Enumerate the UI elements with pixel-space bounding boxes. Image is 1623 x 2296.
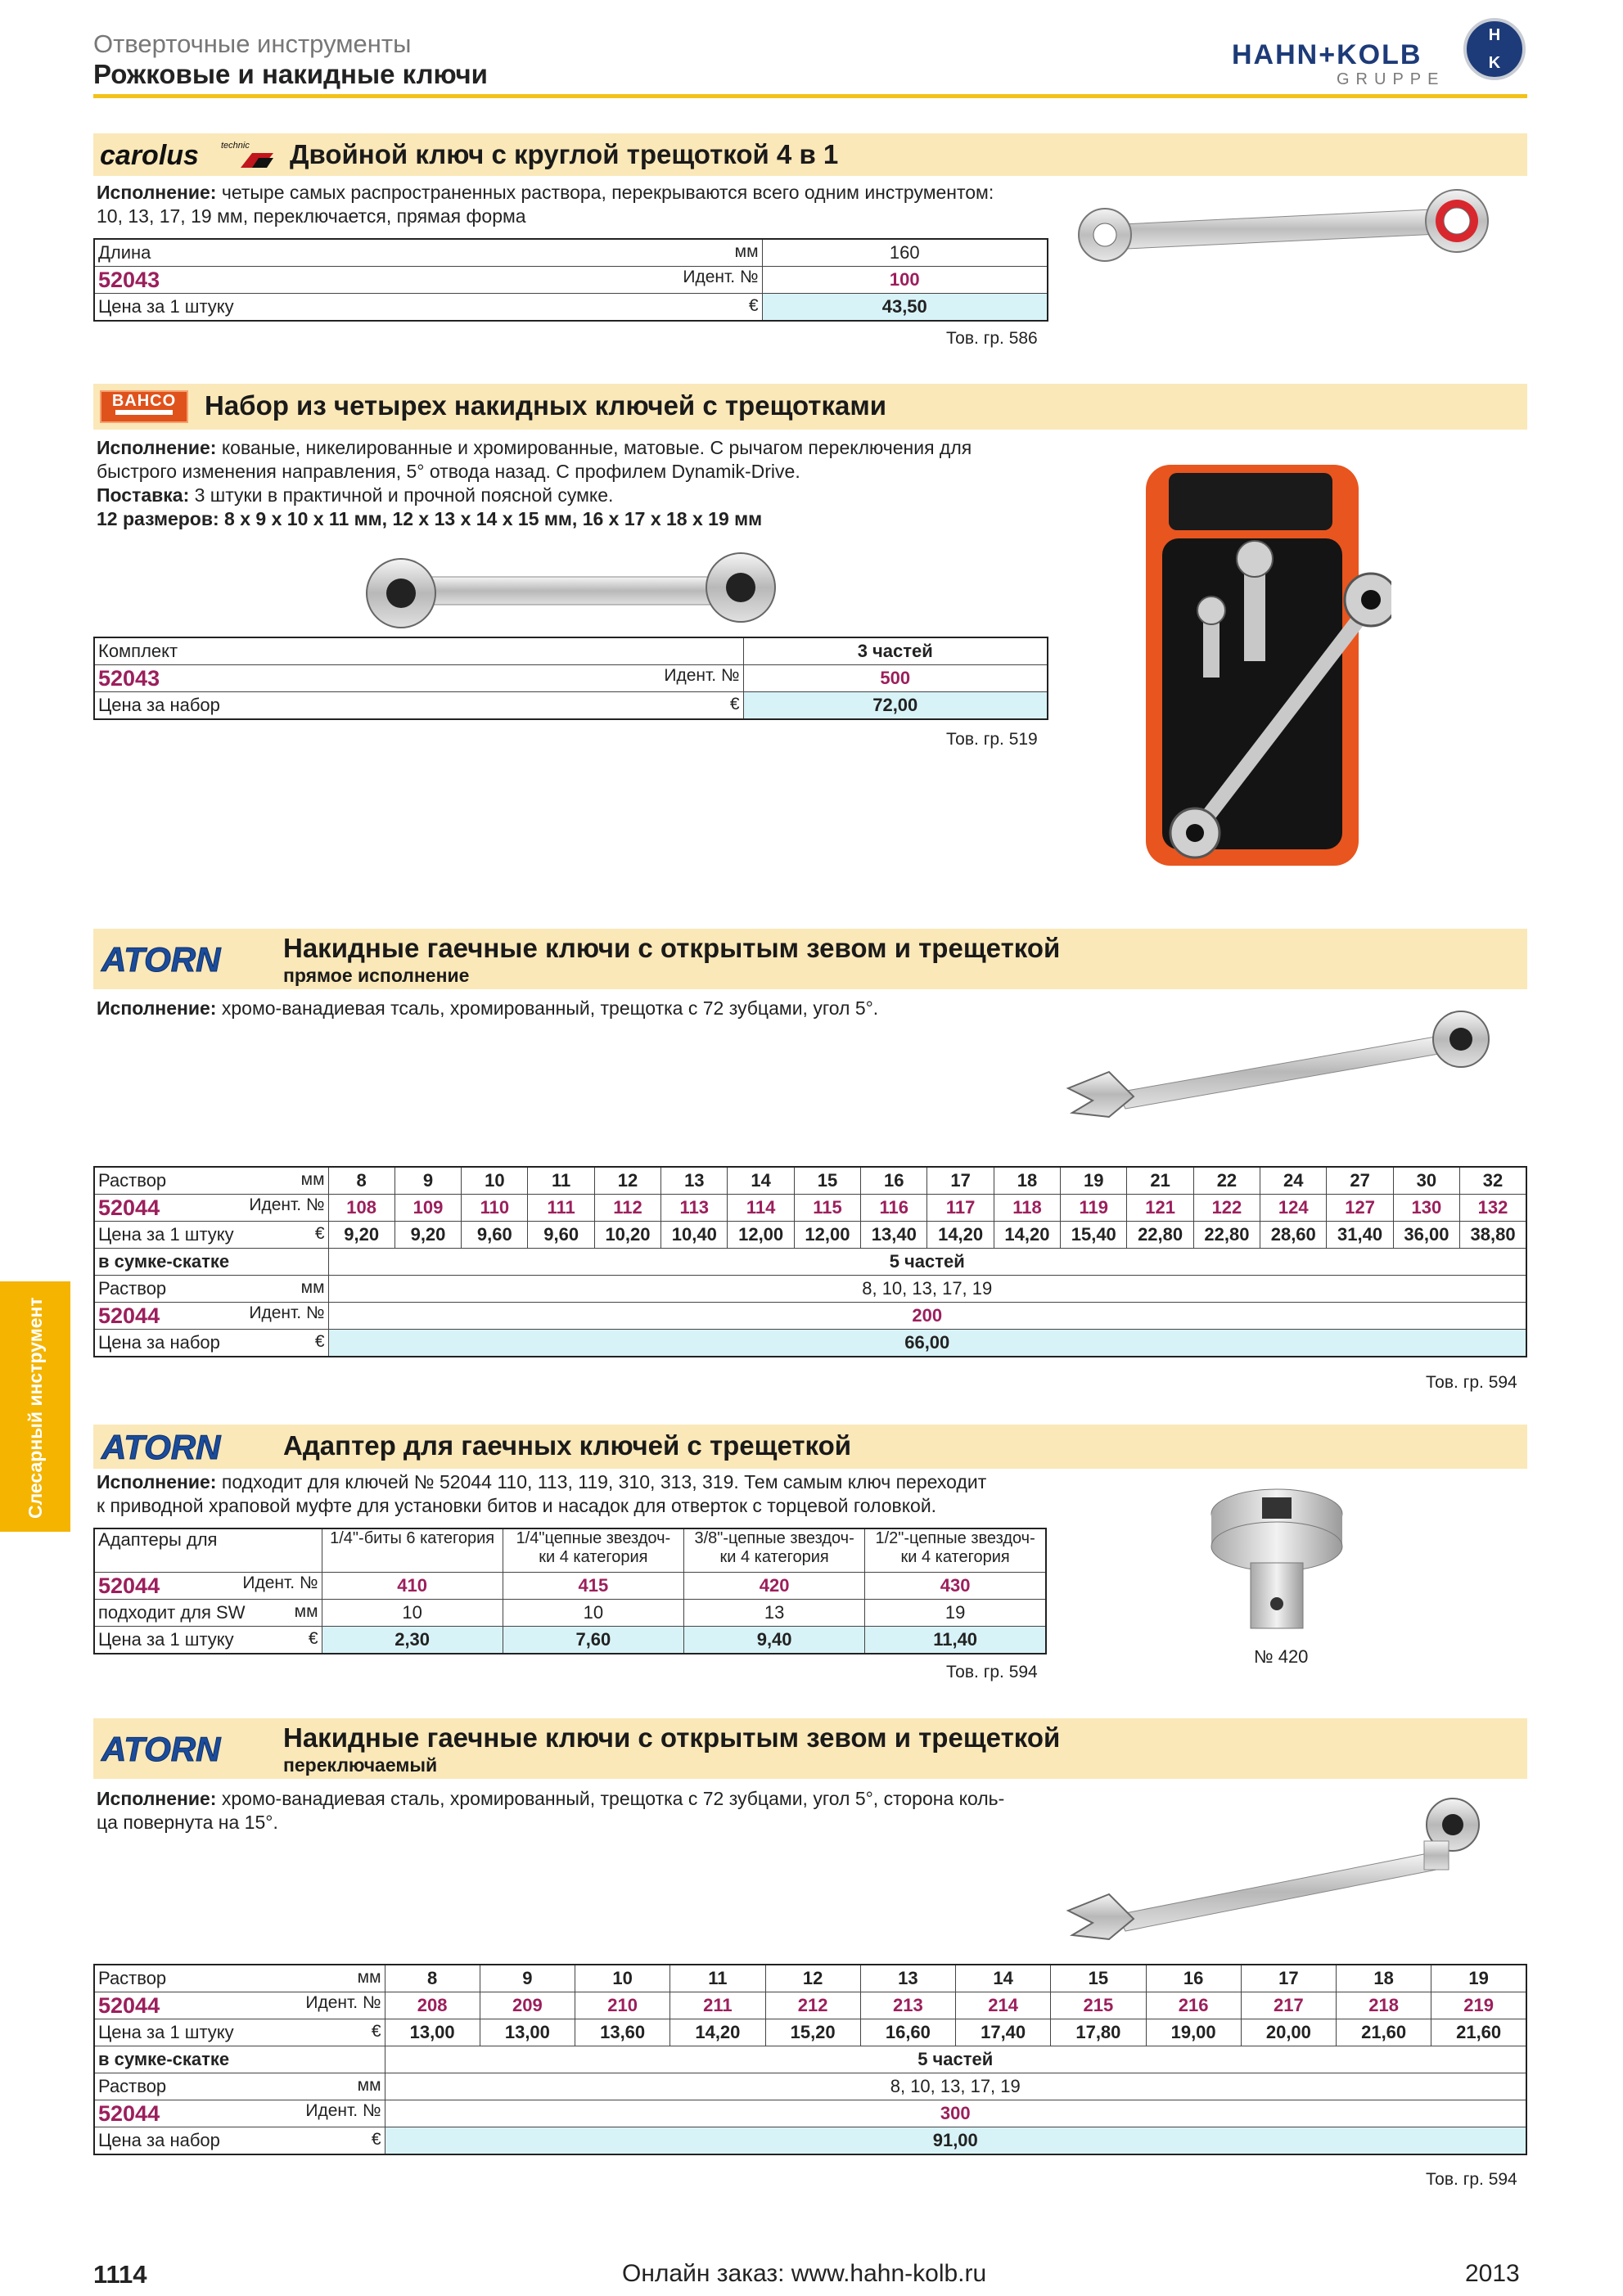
size-cell: 12 xyxy=(765,1965,860,1992)
size-row xyxy=(94,1167,1526,1195)
section4-desc-line1: подходит для ключей № 52044 110, 113, 119, 310, 313, 319. Тем самым ключ переходит xyxy=(216,1471,987,1492)
price-cell: 10,20 xyxy=(594,1222,660,1249)
price-cell: 12,00 xyxy=(728,1222,794,1249)
size-cell: 10 xyxy=(462,1167,528,1195)
price-cell: 13,00 xyxy=(385,2019,480,2046)
price-cell: 9,40 xyxy=(684,1627,865,1654)
combination-ratchet-wrench-image xyxy=(1060,1006,1526,1121)
price-label: Цена за 1 штуку xyxy=(98,1629,234,1650)
id-cell: 214 xyxy=(956,1992,1051,2019)
logo-monogram-icon xyxy=(1463,18,1526,80)
id-cell: 209 xyxy=(480,1992,575,2019)
set-id-value: 200 xyxy=(328,1303,1526,1330)
section2-supply-text: 3 штуки в практичной и прочной поясной сумке. xyxy=(189,484,614,506)
bahco-logo-text: BAHCO xyxy=(111,392,177,410)
logo-gruppe: GRUPPE xyxy=(1337,70,1445,88)
size-cell: 11 xyxy=(670,1965,765,1992)
price-label-cell xyxy=(94,1627,322,1654)
size-cell: 16 xyxy=(1146,1965,1241,1992)
price-cell: 17,80 xyxy=(1051,2019,1146,2046)
set-label: в сумке-скатке xyxy=(94,1249,328,1276)
id-cell: 410 xyxy=(322,1573,503,1600)
id-cell: 109 xyxy=(394,1195,461,1222)
catalog-year: 2013 xyxy=(1465,2260,1520,2287)
price-cell: 38,80 xyxy=(1460,1222,1526,1249)
length-unit: мм xyxy=(734,242,759,261)
set-currency: € xyxy=(371,2130,381,2149)
price-cell: 21,60 xyxy=(1337,2019,1431,2046)
set-currency: € xyxy=(314,1332,325,1351)
hahn-kolb-logo xyxy=(1232,18,1526,92)
price-value: 72,00 xyxy=(743,692,1048,720)
id-cell: 211 xyxy=(670,1992,765,2019)
id-cell: 430 xyxy=(865,1573,1046,1600)
size-cell: 18 xyxy=(994,1167,1060,1195)
size-cell: 15 xyxy=(1051,1965,1146,1992)
id-cell: 122 xyxy=(1193,1195,1260,1222)
size-cell: 8 xyxy=(328,1167,394,1195)
size-cell: 9 xyxy=(394,1167,461,1195)
price-cell: 2,30 xyxy=(322,1627,503,1654)
section5-description xyxy=(97,1787,1004,1835)
id-value: 500 xyxy=(743,665,1048,692)
article-number: 52044 xyxy=(98,1195,160,1220)
id-cell: 212 xyxy=(765,1992,860,2019)
set-article-number: 52044 xyxy=(98,2100,160,2126)
price-cell: 17,40 xyxy=(956,2019,1051,2046)
sw-cell: 19 xyxy=(865,1600,1046,1627)
section4-desc-line2: к приводной храповой муфте для установки битов и насадок для отверток с торцевой головкой. xyxy=(97,1495,937,1516)
section1-banner xyxy=(93,133,1527,176)
set-size-unit: мм xyxy=(357,2076,381,2095)
sw-unit: мм xyxy=(294,1602,318,1621)
price-cell: 9,60 xyxy=(462,1222,528,1249)
price-label-cell xyxy=(94,294,762,322)
atorn-logo-icon xyxy=(100,1429,272,1465)
price-row xyxy=(94,2019,1526,2046)
id-label: Идент. № xyxy=(305,1992,381,2012)
price-cell: 28,60 xyxy=(1260,1222,1327,1249)
carolus-logo-icon xyxy=(98,140,278,171)
article-cell xyxy=(94,665,743,692)
website-link[interactable]: Онлайн заказ: www.hahn-kolb.ru xyxy=(622,2260,987,2287)
atorn-logo-icon xyxy=(100,1731,272,1767)
section4-tov-gr: Тов. гр. 594 xyxy=(946,1663,1038,1681)
set-label: Комплект xyxy=(98,641,178,661)
section2-title: Набор из четырех накидных ключей с трещотками xyxy=(205,390,887,421)
size-cell: 22 xyxy=(1193,1167,1260,1195)
size-label: Раствор xyxy=(98,1170,167,1191)
id-cell: 111 xyxy=(528,1195,594,1222)
price-cell: 9,20 xyxy=(328,1222,394,1249)
id-cell: 420 xyxy=(684,1573,865,1600)
section2-table xyxy=(93,637,1048,720)
atorn-logo-text: ATORN xyxy=(101,942,221,978)
id-cell: 218 xyxy=(1337,1992,1431,2019)
price-cell: 22,80 xyxy=(1193,1222,1260,1249)
sw-row xyxy=(94,1600,1046,1627)
size-cell: 30 xyxy=(1393,1167,1459,1195)
adapter-type-cell: 3/8"-цепные звездоч- ки 4 категория xyxy=(684,1528,865,1573)
section5-tov-gr: Тов. гр. 594 xyxy=(1426,2170,1517,2189)
id-cell: 118 xyxy=(994,1195,1060,1222)
set-label-cell xyxy=(94,637,743,665)
price-cell: 13,60 xyxy=(575,2019,670,2046)
set-id-label: Идент. № xyxy=(305,2100,381,2120)
size-cell: 8 xyxy=(385,1965,480,1992)
section5-desc-line2: ца повернута на 15°. xyxy=(97,1812,278,1833)
id-cell: 210 xyxy=(575,1992,670,2019)
id-cell: 213 xyxy=(860,1992,955,2019)
size-label-cell xyxy=(94,1965,385,1992)
price-cell: 36,00 xyxy=(1393,1222,1459,1249)
price-cell: 14,20 xyxy=(927,1222,994,1249)
section1-title: Двойной ключ с круглой трещоткой 4 в 1 xyxy=(290,139,839,169)
id-cell: 117 xyxy=(927,1195,994,1222)
currency: € xyxy=(729,695,740,714)
section3-title: Накидные гаечные ключи с открытым зевом и трещеткой xyxy=(283,933,1061,963)
currency: € xyxy=(748,296,759,315)
section1-tov-gr: Тов. гр. 586 xyxy=(946,329,1038,348)
id-cell: 124 xyxy=(1260,1195,1327,1222)
price-value: 43,50 xyxy=(762,294,1048,322)
id-cell: 219 xyxy=(1431,1992,1526,2019)
section2-sizes: 12 размеров: 8 x 9 x 10 x 11 мм, 12 x 13 x 14 x 15 мм, 16 x 17 x 18 x 19 мм xyxy=(97,508,763,529)
size-cell: 19 xyxy=(1431,1965,1526,1992)
id-cell: 108 xyxy=(328,1195,394,1222)
ratchet-adapter-image xyxy=(1203,1473,1350,1645)
id-cell: 127 xyxy=(1327,1195,1393,1222)
article-cell xyxy=(94,267,762,294)
set-article-cell xyxy=(94,2100,385,2127)
id-cell: 112 xyxy=(594,1195,660,1222)
id-row xyxy=(94,1195,1526,1222)
id-cell: 132 xyxy=(1460,1195,1526,1222)
price-label-cell xyxy=(94,1222,328,1249)
price-cell: 9,20 xyxy=(394,1222,461,1249)
price-cell: 20,00 xyxy=(1241,2019,1336,2046)
adapter-type-cell: 1/4"-биты 6 категория xyxy=(322,1528,503,1573)
section5-title: Накидные гаечные ключи с открытым зевом и трещеткой xyxy=(283,1722,1061,1753)
size-cell: 15 xyxy=(794,1167,860,1195)
section4-banner xyxy=(93,1425,1527,1469)
currency: € xyxy=(371,2022,381,2041)
size-cell: 19 xyxy=(1061,1167,1127,1195)
section4-table xyxy=(93,1528,1047,1654)
price-row xyxy=(94,1627,1046,1654)
price-cell: 19,00 xyxy=(1146,2019,1241,2046)
adapters-label: Адаптеры для xyxy=(94,1528,322,1573)
price-cell: 7,60 xyxy=(503,1627,683,1654)
price-cell: 16,60 xyxy=(860,2019,955,2046)
section2-banner xyxy=(93,384,1527,430)
section3-desc-label: Исполнение: xyxy=(97,997,217,1019)
id-cell: 216 xyxy=(1146,1992,1241,2019)
price-cell: 15,40 xyxy=(1061,1222,1127,1249)
price-cell: 13,40 xyxy=(861,1222,927,1249)
id-cell: 110 xyxy=(462,1195,528,1222)
double-ratchet-wrench-image xyxy=(1064,184,1506,274)
sw-cell: 10 xyxy=(503,1600,683,1627)
id-label: Идент. № xyxy=(249,1195,325,1214)
id-label: Идент. № xyxy=(683,267,759,286)
section1-desc-line1: четыре самых распространенных раствора, перекрываются всего одним инструментом: xyxy=(216,182,994,203)
sw-label-cell xyxy=(94,1600,322,1627)
section3-table xyxy=(93,1166,1527,1357)
id-cell: 116 xyxy=(861,1195,927,1222)
adapter-header-row xyxy=(94,1528,1046,1573)
atorn-logo-text: ATORN xyxy=(101,1731,221,1767)
price-label-cell xyxy=(94,2019,385,2046)
size-cell: 12 xyxy=(594,1167,660,1195)
header-rule xyxy=(93,94,1527,98)
adapter-type-cell: 1/4"цепные звездоч- ки 4 категория xyxy=(503,1528,683,1573)
id-value: 100 xyxy=(762,267,1048,294)
set-sizes: 8, 10, 13, 17, 19 xyxy=(328,1276,1526,1303)
article-cell xyxy=(94,1195,328,1222)
set-price-value: 66,00 xyxy=(328,1330,1526,1357)
id-cell: 113 xyxy=(661,1195,728,1222)
currency: € xyxy=(308,1629,318,1648)
size-cell: 14 xyxy=(956,1965,1051,1992)
article-number: 52044 xyxy=(98,1573,160,1598)
set-price-value: 91,00 xyxy=(385,2127,1526,2155)
price-cell: 10,40 xyxy=(661,1222,728,1249)
id-row xyxy=(94,1992,1526,2019)
size-cell: 10 xyxy=(575,1965,670,1992)
section1-desc-label: Исполнение: xyxy=(97,182,217,203)
size-label-cell xyxy=(94,1167,328,1195)
set-sizes: 8, 10, 13, 17, 19 xyxy=(385,2073,1526,2100)
side-tab[interactable] xyxy=(0,1281,70,1532)
section3-subtitle: прямое исполнение xyxy=(283,965,470,986)
id-cell: 215 xyxy=(1051,1992,1146,2019)
side-tab-label: Слесарный инструмент xyxy=(25,1297,46,1519)
set-size-label-cell xyxy=(94,1276,328,1303)
id-cell: 130 xyxy=(1393,1195,1459,1222)
id-cell: 121 xyxy=(1127,1195,1193,1222)
section2-supply-label: Поставка: xyxy=(97,484,190,506)
id-row xyxy=(94,1573,1046,1600)
length-value: 160 xyxy=(762,239,1048,267)
set-id-label: Идент. № xyxy=(249,1303,325,1322)
price-cell: 22,80 xyxy=(1127,1222,1193,1249)
size-row xyxy=(94,1965,1526,1992)
adapter-photo-caption: № 420 xyxy=(1254,1646,1309,1667)
section4-desc-label: Исполнение: xyxy=(97,1471,217,1492)
section2-desc-line2: быстрого изменения направления, 5° отвода назад. С профилем Dynamik-Drive. xyxy=(97,461,800,482)
set-price-label: Цена за набор xyxy=(98,1332,220,1353)
section5-desc-line1: хромо-ванадиевая сталь, хромированный, трещотка с 72 зубцами, угол 5°, сторона коль- xyxy=(216,1788,1005,1809)
atorn-logo-icon xyxy=(100,942,272,978)
price-label: Цена за 1 штуку xyxy=(98,1224,234,1245)
section5-table xyxy=(93,1964,1527,2155)
price-cell: 13,00 xyxy=(480,2019,575,2046)
page-category: Отверточные инструменты xyxy=(93,29,412,58)
logo-text: HAHN+KOLB xyxy=(1232,39,1422,70)
section1-description xyxy=(97,181,994,228)
price-cell: 14,20 xyxy=(670,2019,765,2046)
size-cell: 14 xyxy=(728,1167,794,1195)
section4-description xyxy=(97,1470,986,1518)
length-label-cell xyxy=(94,239,762,267)
section3-tov-gr: Тов. гр. 594 xyxy=(1426,1373,1517,1392)
price-cell: 21,60 xyxy=(1431,2019,1526,2046)
set-value: 3 частей xyxy=(743,637,1048,665)
size-cell: 17 xyxy=(927,1167,994,1195)
size-cell: 18 xyxy=(1337,1965,1431,1992)
wrench-set-pouch-image xyxy=(1121,448,1391,879)
carolus-logo-subtext: technic xyxy=(221,141,250,151)
section4-title: Адаптер для гаечных ключей с трещеткой xyxy=(283,1430,852,1461)
price-cell: 12,00 xyxy=(794,1222,860,1249)
section1-desc-line2: 10, 13, 17, 19 мм, переключается, прямая форма xyxy=(97,205,526,227)
sw-cell: 10 xyxy=(322,1600,503,1627)
set-size-unit: мм xyxy=(300,1278,325,1297)
id-cell: 208 xyxy=(385,1992,480,2019)
section2-tov-gr: Тов. гр. 519 xyxy=(946,730,1038,749)
section2-desc-line1: кованые, никелированные и хромированные, матовые. С рычагом переключения для xyxy=(216,437,972,458)
section1-table xyxy=(93,238,1048,322)
size-cell: 17 xyxy=(1241,1965,1336,1992)
set-label: в сумке-скатке xyxy=(94,2046,385,2073)
article-number: 52043 xyxy=(98,267,160,292)
price-label-cell xyxy=(94,692,743,720)
set-size-label-cell xyxy=(94,2073,385,2100)
size-label: Раствор xyxy=(98,1968,167,1988)
section5-banner xyxy=(93,1718,1527,1779)
adapter-type-cell: 1/2"-цепные звездоч- ки 4 категория xyxy=(865,1528,1046,1573)
sw-cell: 13 xyxy=(684,1600,865,1627)
article-number: 52044 xyxy=(98,1992,160,2018)
size-cell: 13 xyxy=(661,1167,728,1195)
id-cell: 114 xyxy=(728,1195,794,1222)
length-label: Длина xyxy=(98,242,151,263)
price-row xyxy=(94,1222,1526,1249)
currency: € xyxy=(314,1224,325,1243)
price-cell: 31,40 xyxy=(1327,1222,1393,1249)
article-number: 52043 xyxy=(98,665,160,691)
size-cell: 11 xyxy=(528,1167,594,1195)
atorn-logo-text: ATORN xyxy=(101,1429,221,1465)
size-cell: 32 xyxy=(1460,1167,1526,1195)
size-cell: 13 xyxy=(860,1965,955,1992)
logo-monogram-bottom: K xyxy=(1488,54,1501,72)
id-label: Идент. № xyxy=(664,665,740,685)
size-cell: 16 xyxy=(861,1167,927,1195)
sw-label: подходит для SW xyxy=(98,1602,246,1623)
id-cell: 119 xyxy=(1061,1195,1127,1222)
article-cell xyxy=(94,1992,385,2019)
set-price-label: Цена за набор xyxy=(98,2130,220,2150)
set-parts: 5 частей xyxy=(328,1249,1526,1276)
size-cell: 21 xyxy=(1127,1167,1193,1195)
ring-ratchet-wrench-image xyxy=(352,551,794,633)
set-article-cell xyxy=(94,1303,328,1330)
price-label: Цена за 1 штуку xyxy=(98,2022,234,2042)
page-number: 1114 xyxy=(93,2260,147,2289)
id-label: Идент. № xyxy=(242,1573,318,1592)
section3-banner xyxy=(93,929,1527,989)
set-parts: 5 частей xyxy=(385,2046,1526,2073)
carolus-logo-text: carolus xyxy=(100,140,199,171)
price-label: Цена за 1 штуку xyxy=(98,296,234,317)
section3-desc-line1: хромо-ванадиевая тсаль, хромированный, трещотка с 72 зубцами, угол 5°. xyxy=(216,997,879,1019)
set-price-label-cell xyxy=(94,2127,385,2155)
size-unit: мм xyxy=(300,1170,325,1189)
section5-subtitle: переключаемый xyxy=(283,1754,438,1776)
size-cell: 9 xyxy=(480,1965,575,1992)
section2-description xyxy=(97,436,972,531)
set-id-value: 300 xyxy=(385,2100,1526,2127)
price-cell: 14,20 xyxy=(994,1222,1060,1249)
section2-desc-label: Исполнение: xyxy=(97,437,217,458)
article-cell xyxy=(94,1573,322,1600)
id-cell: 217 xyxy=(1241,1992,1336,2019)
bahco-logo-icon xyxy=(100,390,188,423)
section5-desc-label: Исполнение: xyxy=(97,1788,217,1809)
size-unit: мм xyxy=(357,1968,381,1987)
id-cell: 115 xyxy=(794,1195,860,1222)
price-label: Цена за набор xyxy=(98,695,220,715)
set-size-label: Раствор xyxy=(98,1278,167,1299)
set-price-label-cell xyxy=(94,1330,328,1357)
size-cell: 27 xyxy=(1327,1167,1393,1195)
logo-monogram-top: H xyxy=(1488,26,1501,44)
id-cell: 415 xyxy=(503,1573,683,1600)
price-cell: 15,20 xyxy=(765,2019,860,2046)
switchable-ratchet-wrench-image xyxy=(1060,1792,1526,1947)
set-article-number: 52044 xyxy=(98,1303,160,1328)
size-cell: 24 xyxy=(1260,1167,1327,1195)
section3-description xyxy=(97,997,878,1020)
page-subcategory: Рожковые и накидные ключи xyxy=(93,59,488,89)
set-size-label: Раствор xyxy=(98,2076,167,2096)
price-cell: 11,40 xyxy=(865,1627,1046,1654)
price-cell: 9,60 xyxy=(528,1222,594,1249)
